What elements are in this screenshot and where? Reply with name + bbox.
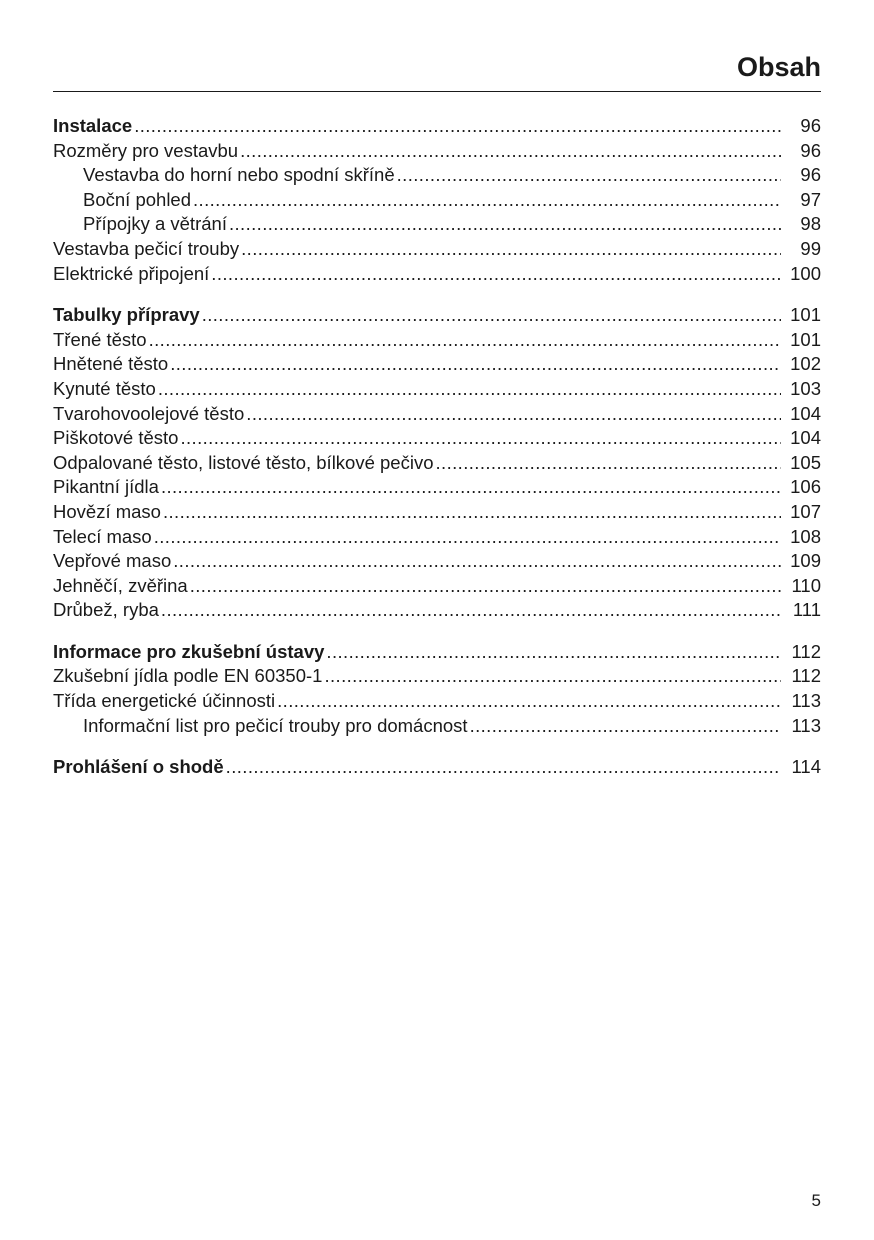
toc-entry-label: Piškotové těsto <box>53 427 179 449</box>
toc-entry-page-number: 106 <box>790 476 821 498</box>
toc-entry[interactable] <box>53 303 821 328</box>
toc-entry[interactable] <box>53 212 821 237</box>
toc-entry-page-number: 112 <box>791 665 821 687</box>
toc-entry-label: Tvarohovoolejové těsto <box>53 402 245 424</box>
toc-entry-page-number: 105 <box>790 451 821 473</box>
toc-entry-label: Třída energetické účinnosti <box>53 690 276 712</box>
toc-entry[interactable] <box>53 237 821 262</box>
toc-entry-label: Hnětené těsto <box>53 353 169 375</box>
page-number: 5 <box>811 1191 821 1210</box>
toc-entry-page-number: 113 <box>791 690 821 712</box>
page-title: Obsah <box>736 52 821 82</box>
toc-entry[interactable] <box>53 574 821 599</box>
toc-entry[interactable] <box>53 352 821 377</box>
toc-dot-leader <box>154 525 781 550</box>
toc-dot-leader <box>240 139 781 164</box>
toc-entry-page-number: 111 <box>792 599 821 621</box>
toc-dot-leader <box>324 664 781 689</box>
toc-dot-leader <box>149 328 781 353</box>
toc-entry-label: Jehněčí, zvěřina <box>53 574 188 596</box>
toc-entry[interactable] <box>53 714 821 739</box>
toc-entry[interactable] <box>53 188 821 213</box>
toc-entry-label: Tabulky přípravy <box>53 304 200 326</box>
toc-entry-label: Elektrické připojení <box>53 262 210 284</box>
toc-entry-page-number: 104 <box>790 427 821 449</box>
toc-entry[interactable] <box>53 755 821 780</box>
toc-entry[interactable] <box>53 475 821 500</box>
title-divider <box>53 91 821 92</box>
toc-entry-label: Zkušební jídla podle EN 60350-1 <box>53 665 323 687</box>
toc-entry-label: Třené těsto <box>53 328 147 350</box>
toc-entry-page-number: 96 <box>800 139 821 161</box>
toc-dot-leader <box>158 377 781 402</box>
toc-entry-page-number: 99 <box>800 237 821 259</box>
toc-dot-leader <box>241 237 781 262</box>
toc-entry[interactable] <box>53 598 821 623</box>
toc-entry-label: Kynuté těsto <box>53 377 156 399</box>
toc-entry-page-number: 103 <box>790 377 821 399</box>
toc-dot-leader <box>170 352 781 377</box>
toc-entry[interactable] <box>53 640 821 665</box>
toc-entry-page-number: 101 <box>790 304 821 326</box>
toc-dot-leader <box>229 212 781 237</box>
toc-entry[interactable] <box>53 262 821 287</box>
toc-entry-page-number: 102 <box>790 353 821 375</box>
toc-entry-label: Prohlášení o shodě <box>53 756 224 778</box>
toc-entry-page-number: 114 <box>791 756 821 778</box>
toc-dot-leader <box>470 714 781 739</box>
toc-dot-leader <box>202 303 781 328</box>
toc-dot-leader <box>397 163 781 188</box>
toc-entry-label: Vepřové maso <box>53 550 172 572</box>
toc-dot-leader <box>173 549 781 574</box>
toc-entry-label: Boční pohled <box>83 188 192 210</box>
toc-entry-label: Instalace <box>53 115 133 136</box>
toc-entry-page-number: 101 <box>790 328 821 350</box>
toc-entry[interactable] <box>53 328 821 353</box>
toc-entry[interactable] <box>53 500 821 525</box>
toc-dot-leader <box>161 598 781 623</box>
toc-entry-label: Rozměry pro vestavbu <box>53 139 239 161</box>
toc-entry-label: Telecí maso <box>53 525 152 547</box>
toc-entry-page-number: 107 <box>790 500 821 522</box>
toc-dot-leader <box>246 402 781 427</box>
toc-dot-leader <box>163 500 781 525</box>
toc-dot-leader <box>190 574 781 599</box>
toc-entry[interactable] <box>53 451 821 476</box>
toc-dot-leader <box>180 426 781 451</box>
toc-dot-leader <box>277 689 781 714</box>
toc-entry-label: Hovězí maso <box>53 500 161 522</box>
toc-entry-page-number: 100 <box>790 262 821 284</box>
toc-dot-leader <box>226 755 781 780</box>
toc-entry-label: Informační list pro pečicí trouby pro domácnost <box>83 714 468 736</box>
toc-entry-page-number: 113 <box>791 714 821 736</box>
toc-entry[interactable] <box>53 689 821 714</box>
toc-dot-leader <box>436 451 782 476</box>
toc-entry-page-number: 110 <box>791 574 821 596</box>
toc-entry[interactable] <box>53 163 821 188</box>
toc-entry-label: Přípojky a větrání <box>83 213 227 235</box>
toc-entry-page-number: 109 <box>790 550 821 572</box>
toc-entry-label: Vestavba do horní nebo spodní skříně <box>83 164 395 186</box>
toc-entry-page-number: 97 <box>800 188 821 210</box>
toc-section <box>53 755 821 780</box>
toc-entry-label: Drůbež, ryba <box>53 599 159 621</box>
toc-dot-leader <box>161 475 781 500</box>
toc-entry[interactable] <box>53 525 821 550</box>
toc-entry-page-number: 96 <box>800 115 821 136</box>
toc-section <box>53 303 821 623</box>
toc-entry[interactable] <box>53 426 821 451</box>
toc-entry[interactable] <box>53 549 821 574</box>
toc-dot-leader <box>211 262 781 287</box>
toc-dot-leader <box>193 188 781 213</box>
toc-entry[interactable] <box>53 402 821 427</box>
toc-entry[interactable] <box>53 664 821 689</box>
toc-entry-label: Informace pro zkušební ústavy <box>53 640 325 662</box>
toc-entry-label: Odpalované těsto, listové těsto, bílkové pečivo <box>53 451 434 473</box>
toc-entry[interactable] <box>53 377 821 402</box>
table-of-contents <box>53 114 821 797</box>
toc-entry-label: Pikantní jídla <box>53 476 159 498</box>
toc-entry-label: Vestavba pečicí trouby <box>53 237 240 259</box>
toc-section <box>53 640 821 738</box>
toc-entry-page-number: 104 <box>790 402 821 424</box>
toc-entry-page-number: 98 <box>800 213 821 235</box>
toc-entry[interactable] <box>53 139 821 164</box>
toc-dot-leader <box>134 114 781 139</box>
toc-dot-leader <box>326 640 781 665</box>
toc-entry[interactable] <box>53 114 821 139</box>
toc-entry-page-number: 112 <box>791 640 821 662</box>
toc-entry-page-number: 96 <box>800 164 821 186</box>
toc-section <box>53 114 821 286</box>
toc-entry-page-number: 108 <box>790 525 821 547</box>
